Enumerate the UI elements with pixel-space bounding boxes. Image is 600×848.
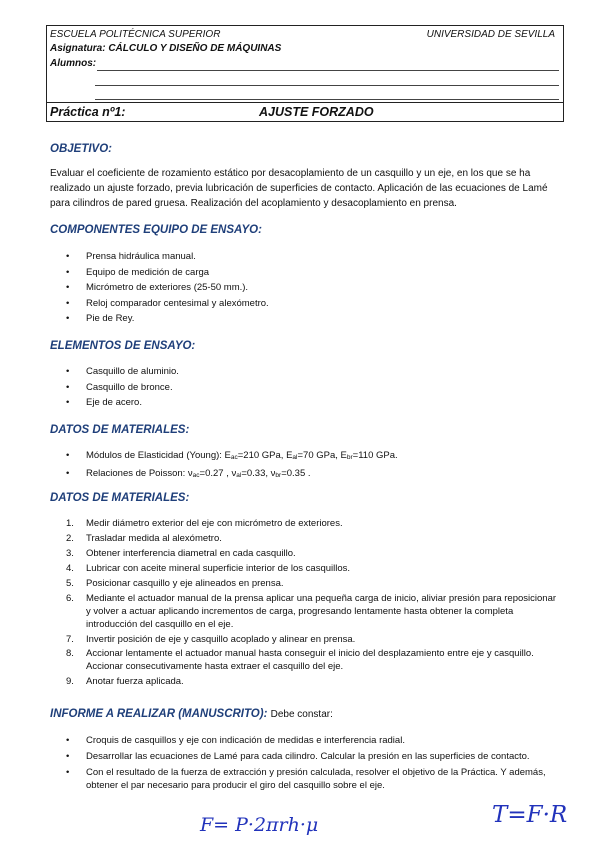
list-item: 5. Posicionar casquillo y eje alineados en prensa. bbox=[66, 577, 284, 589]
list-item: • Casquillo de aluminio. bbox=[66, 364, 179, 380]
list-item: • Equipo de medición de carga bbox=[66, 265, 269, 281]
header-box bbox=[46, 25, 564, 122]
students-line bbox=[97, 70, 559, 71]
componentes-heading: COMPONENTES EQUIPO DE ENSAYO: bbox=[50, 224, 262, 236]
list-item: 3. Obtener interferencia diametral en cada casquillo. bbox=[66, 547, 296, 559]
list-item: • Eje de acero. bbox=[66, 395, 179, 411]
list-item: • Reloj comparador centesimal y alexómetro. bbox=[66, 296, 269, 312]
practice-title: AJUSTE FORZADO bbox=[259, 105, 374, 119]
informe-subtitle: Debe constar: bbox=[270, 709, 333, 720]
list-item: • Micrómetro de exteriores (25-50 mm.). bbox=[66, 280, 269, 296]
list-item: 1. Medir diámetro exterior del eje con micrómetro de exteriores. bbox=[66, 518, 343, 529]
students-line bbox=[95, 99, 559, 100]
objetivo-text: Evaluar el coeficiente de rozamiento estático por desacoplamiento de un casquillo y un eje, en los que se ha realizado un ajuste forzado, previa lubricación de superficies de contacto. Aplicación de las ecuaciones de Lamé para cilindros de pared gruesa. Realización del acoplamiento y desacoplamiento en prensa. bbox=[50, 168, 548, 209]
list-item: 4. Lubricar con aceite mineral superficie interior de los casquillos. bbox=[66, 562, 351, 574]
list-item: 9. Anotar fuerza aplicada. bbox=[66, 676, 184, 688]
datos-heading: DATOS DE MATERIALES: bbox=[50, 424, 190, 436]
list-item: 6. Mediante el actuador manual de la prensa aplicar una pequeña carga de inicio, aliviar presión para reposicionar y volver a actuar aplicando incrementos de carga, progresando lentamente hasta obtener la completa introducción del casquillo en el eje. bbox=[66, 592, 557, 630]
elementos-list bbox=[66, 364, 179, 411]
list-item: • Con el resultado de la fuerza de extracción y presión calculada, resolver el objetivo de la Práctica. Y además, obtener el par necesario para producir el giro del casquillo sobre el eje. bbox=[66, 766, 556, 792]
list-item: • Croquis de casquillos y eje con indicación de medidas e interferencia radial. bbox=[66, 734, 556, 747]
list-item: • Casquillo de bronce. bbox=[66, 380, 179, 396]
procedimiento-list bbox=[66, 518, 560, 691]
university-name: UNIVERSIDAD DE SEVILLA bbox=[426, 29, 555, 40]
list-item: 2. Trasladar medida al alexómetro. bbox=[66, 532, 222, 544]
procedimiento-heading: DATOS DE MATERIALES: bbox=[50, 492, 190, 504]
objetivo-heading: OBJETIVO: bbox=[50, 143, 112, 155]
subject: Asignatura: CÁLCULO Y DISEÑO DE MÁQUINAS bbox=[50, 43, 282, 54]
datos-list bbox=[66, 448, 398, 483]
handwritten-torque-formula: T=F·R bbox=[492, 802, 568, 828]
young-modulus-item: • Módulos de Elasticidad (Young): $E_{ac}=210$ GPa, $E_{al}=70$ GPa, $E_{br}=110$ GPa. bbox=[66, 448, 398, 466]
handwritten-force-formula: F= P·2πrh·μ bbox=[200, 814, 319, 836]
list-item: • Desarrollar las ecuaciones de Lamé para cada cilindro. Calcular la presión en las superficies de contacto. bbox=[66, 750, 556, 763]
list-item: 7. Invertir posición de eje y casquillo acoplado y alinear en prensa. bbox=[66, 633, 356, 645]
list-item: • Pie de Rey. bbox=[66, 311, 269, 327]
list-item: 8. Accionar lentamente el actuador manual hasta conseguir el inicio del desplazamiento entre eje y casquillo. Accionar consecutivamente hasta extraer el casquillo del eje. bbox=[66, 648, 534, 673]
practice-label: Práctica nº1: bbox=[50, 105, 126, 119]
elementos-heading: ELEMENTOS DE ENSAYO: bbox=[50, 340, 196, 352]
school-name: ESCUELA POLITÉCNICA SUPERIOR bbox=[50, 29, 221, 40]
students-label: Alumnos: bbox=[50, 58, 97, 69]
informe-heading: INFORME A REALIZAR (MANUSCRITO): Debe constar: bbox=[50, 708, 333, 720]
componentes-list bbox=[66, 249, 269, 327]
poisson-ratio-item: • Relaciones de Poisson: $\nu_{ac}=0.27$ , $\nu_{al}=0.33$, $\nu_{br}=0.35$ . bbox=[66, 466, 398, 484]
students-line bbox=[95, 85, 559, 86]
informe-list bbox=[66, 734, 556, 795]
list-item: • Prensa hidráulica manual. bbox=[66, 249, 269, 265]
